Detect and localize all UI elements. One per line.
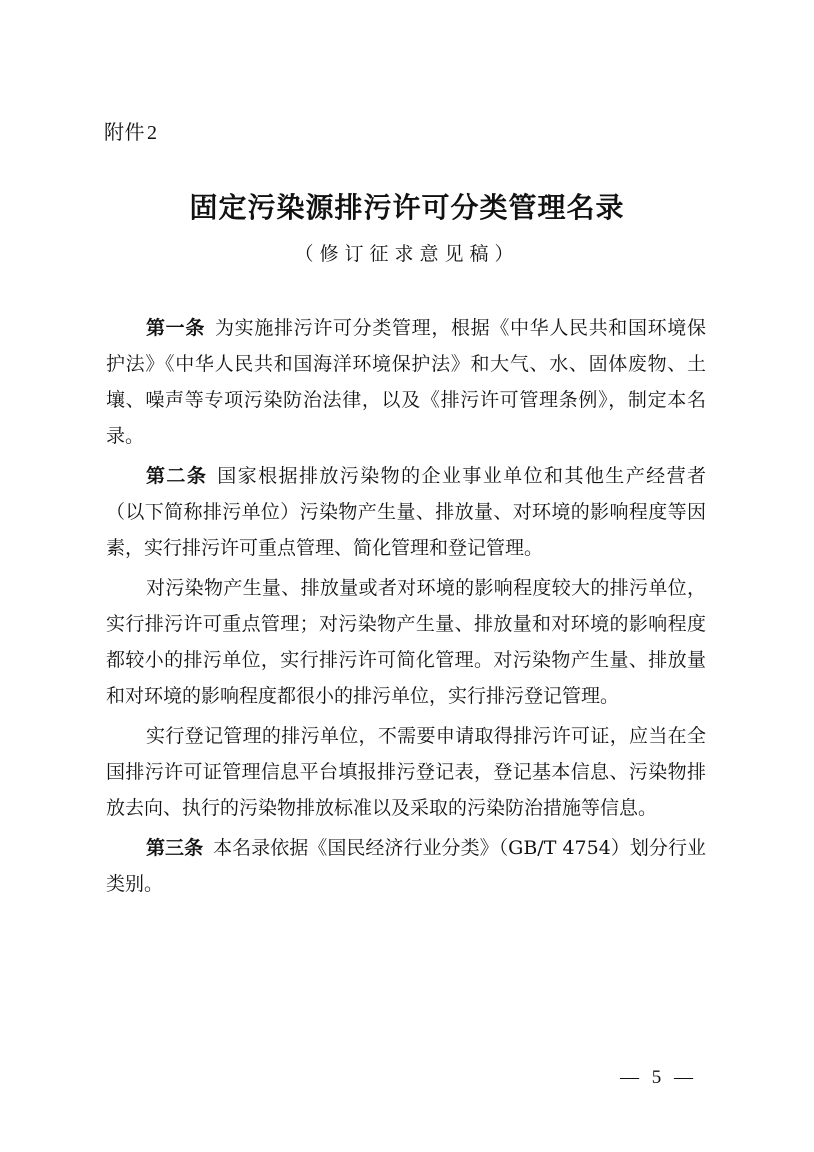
document-body: [106, 310, 706, 906]
article-1-heading: 第一条: [146, 317, 205, 339]
document-subtitle: （修订征求意见稿）: [294, 243, 520, 265]
page-number: — 5 —: [620, 1067, 697, 1088]
article-3-heading: 第三条: [146, 837, 204, 859]
attachment-label-text: 附件: [104, 120, 145, 144]
article-1-paragraph: [106, 310, 706, 454]
attachment-label: [104, 118, 158, 147]
article-2-text-3: 实行登记管理的排污单位，不需要申请取得排污许可证，应当在全国排污许可证管理信息平台填报排污登记表，登记基本信息、污染物排放去向、执行的污染物排放标准以及采取的污染防治措施等信息。: [106, 725, 706, 819]
article-2-text: 国家根据排放污染物的企业事业单位和其他生产经营者（以下简称排污单位）污染物产生量、排放量、对环境的影响程度等因素，实行排污许可重点管理、简化管理和登记管理。: [106, 465, 706, 559]
article-2-paragraph-3: [106, 718, 706, 826]
article-2-paragraph: [106, 458, 706, 566]
article-2-paragraph-2: [106, 570, 706, 714]
article-2-text-2: 对污染物产生量、排放量或者对环境的影响程度较大的排污单位，实行排污许可重点管理；对污染物产生量、排放量和对环境的影响程度都较小的排污单位，实行排污许可简化管理。对污染物产生量、排放量和对环境的影响程度都很小的排污单位，实行排污登记管理。: [106, 577, 706, 707]
article-3-paragraph: [106, 830, 706, 902]
article-3-text: 本名录依据《国民经济行业分类》（GB/T 4754）划分行业类别。: [106, 837, 706, 895]
article-2-heading: 第二条: [146, 465, 208, 487]
article-1-text: 为实施排污许可分类管理，根据《中华人民共和国环境保护法》《中华人民共和国海洋环境保护法》和大气、水、固体废物、土壤、噪声等专项污染防治法律，以及《排污许可管理条例》，制定本名录。: [106, 317, 706, 447]
document-title: 固定污染源排污许可分类管理名录: [189, 191, 625, 224]
attachment-number: 2: [147, 122, 158, 144]
